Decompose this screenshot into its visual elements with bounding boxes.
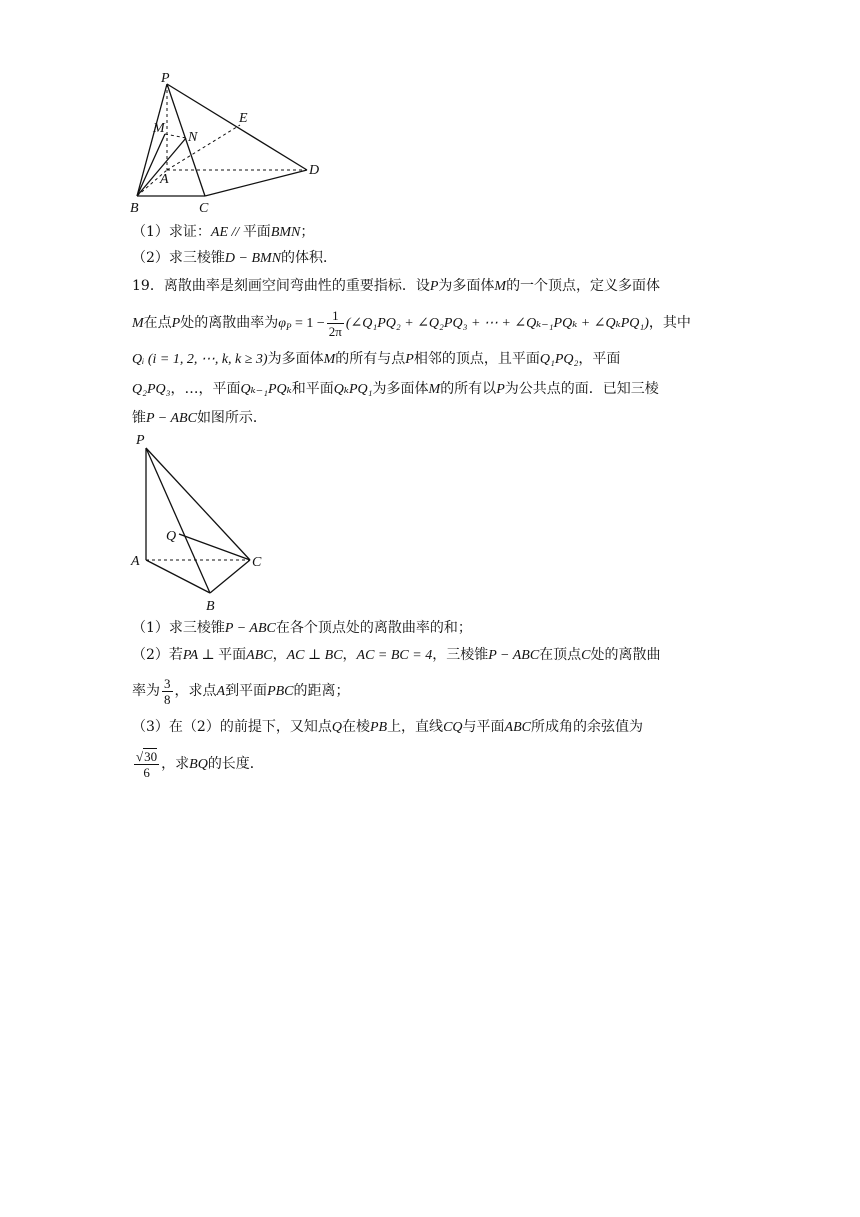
label-B: B [206,599,215,614]
label-M: M [153,121,165,136]
label-A: A [160,172,169,187]
label-B: B [130,201,139,216]
q18-part2: （2）求三棱锥D − BMN的体积． [132,250,338,266]
label-A: A [131,554,140,569]
q19-stem-line3: Qᵢ (i = 1, 2, ⋯, k, k ≥ 3)为多面体M的所有与点P相邻的顶点，且平面Q₁PQ₂，平面 [132,351,621,367]
fraction-1-over-2pi: $\frac{1}{2\pi}$ [328,307,342,339]
label-Q: Q [166,529,177,544]
q18-part1: （1）求证：AE // 平面BMN； [132,224,315,240]
tetrahedron-pabc-diagram [128,430,278,616]
q19-part1: （1）求三棱锥P − ABC在各个顶点处的离散曲率的和； [132,620,472,636]
fraction-3-over-8: $\frac{3}{8}$ [164,675,171,707]
label-C: C [199,201,209,216]
label-D: D [309,163,320,178]
label-P: P [136,433,145,448]
q19-stem-line1: 19．离散曲率是刻画空间弯曲性的重要指标．设P为多面体M的一个顶点，定义多面体 [132,278,661,294]
label-C: C [252,555,262,570]
label-N: N [188,130,198,145]
label-P: P [161,71,170,86]
label-E: E [239,111,248,126]
q19-stem-line5: 锥P − ABC如图所示． [132,410,267,426]
fraction-sqrt30-over-6: $\frac{√30}{6}$ [136,748,158,780]
figure-pyramid-pabcd [125,70,330,218]
q19-part3-line2: $\frac{√30}{6}$ ，求BQ的长度． [136,748,264,780]
q19-stem-line4: Q₂PQ₃，…，平面Qₖ₋₁PQₖ和平面QₖPQ₁为多面体M的所有以P为公共点的面．已知三棱 [132,381,659,397]
q19-part2-line2: 率为 $\frac{3}{8}$ ，求点A到平面PBC的距离； [132,675,350,707]
figure-tetrahedron-pabc [128,430,278,616]
pyramid-pabcd-diagram [125,70,330,218]
q19-part2-line1: （2）若PA ⊥ 平面ABC，AC ⊥ BC，AC = BC = 4，三棱锥P − ABC在顶点C处的离散曲 [132,647,661,663]
q19-part3-line1: （3）在（2）的前提下，又知点Q在棱PB上，直线CQ与平面ABC所成角的余弦值为 [132,719,643,735]
q19-stem-line2: M在点P处的离散曲率为$\varphi_P = 1$ − $\frac{1}{2\pi}$ (∠Q₁PQ₂ + ∠Q₂PQ₃ + ⋯ + ∠Qₖ₋₁PQₖ + ∠QₖPQ₁)，其中 [132,307,691,339]
